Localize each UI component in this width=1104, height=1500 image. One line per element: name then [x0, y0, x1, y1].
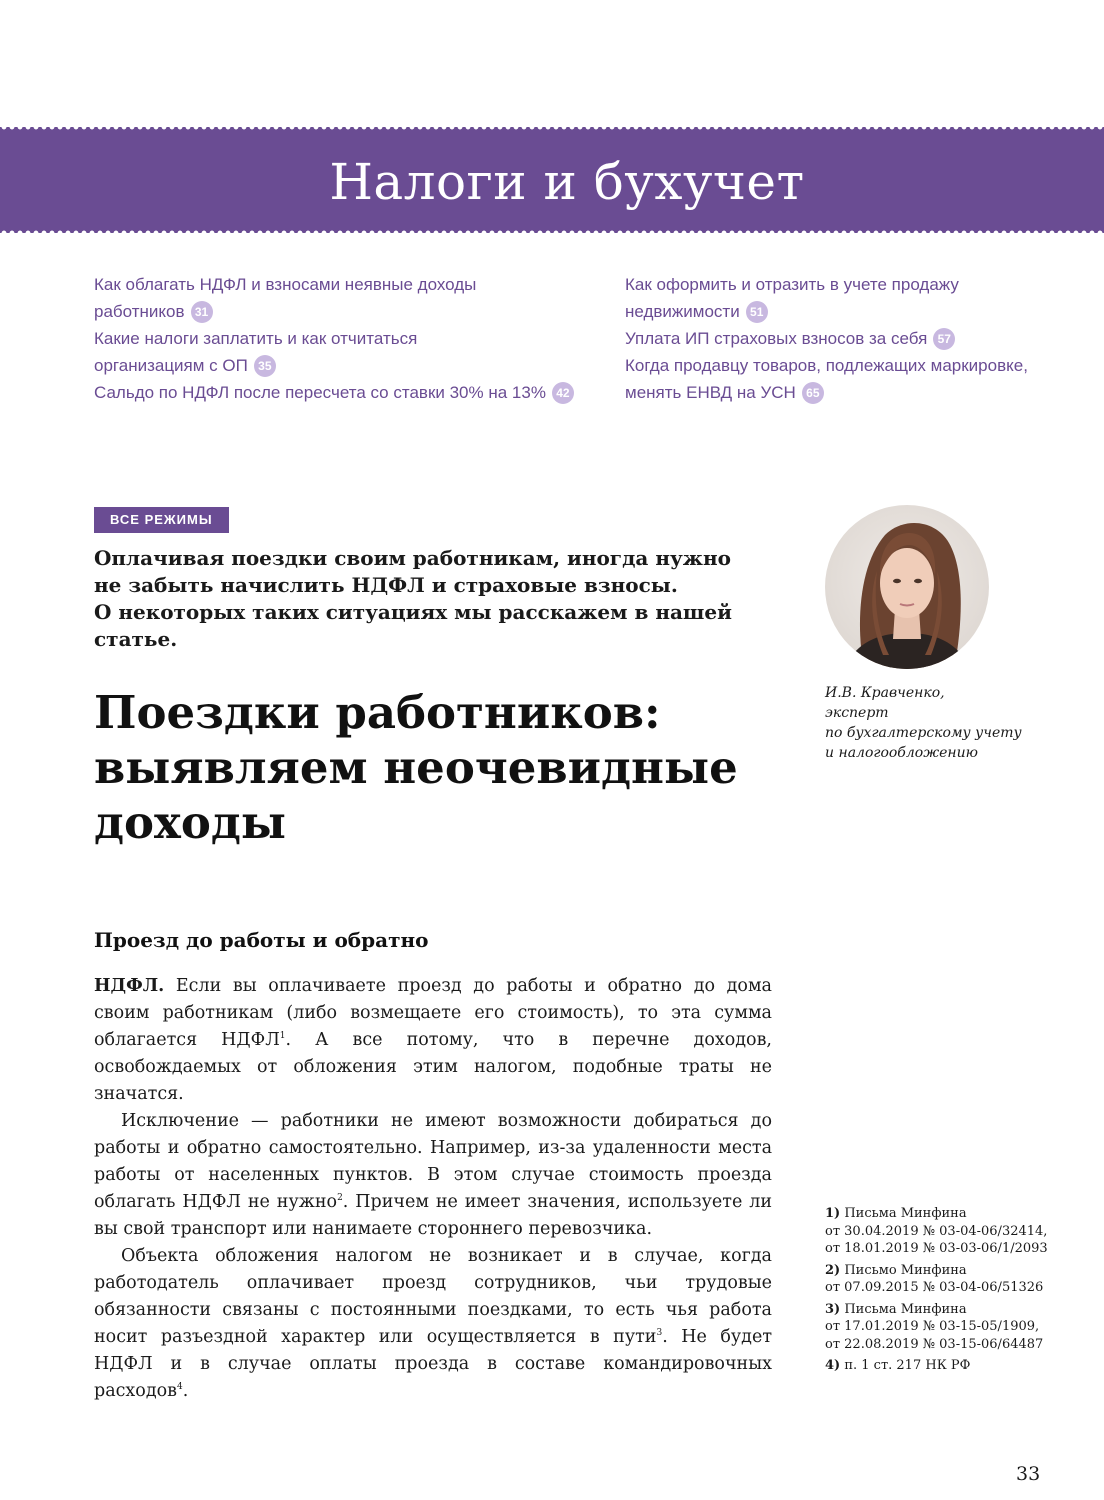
toc-item-ndfl-hidden-income[interactable]: Как облагать НДФЛ и взносами неявные доходы работников 31 — [94, 275, 477, 321]
footnote-ref[interactable]: 1 — [279, 1031, 286, 1041]
toc-page-badge: 31 — [191, 301, 213, 323]
article-body — [94, 973, 772, 1405]
author-caption: И.В. Кравченко, эксперт по бухгалтерскому учету и налогообложению — [825, 683, 1055, 763]
toc-item-envd-usn[interactable]: Когда продавцу товаров, подлежащих маркировке, менять ЕНВД на УСН 65 — [625, 356, 1028, 402]
article-lead: Оплачивая поездки своим работникам, иногда нужно не забыть начислить НДФЛ и страховые взносы. О некоторых таких ситуациях мы расскажем в нашей статье. — [94, 546, 732, 651]
section-subheading: Проезд до работы и обратно — [94, 928, 429, 952]
toc-page-badge: 42 — [552, 382, 574, 404]
footnote-ref[interactable]: 3 — [656, 1328, 663, 1338]
regime-tag: ВСЕ РЕЖИМЫ — [94, 507, 229, 533]
toc-page-badge: 51 — [746, 301, 768, 323]
footnote: 2) Письмо Минфина от 07.09.2015 № 03-04-06/51326 — [825, 1262, 1044, 1295]
toc-left-column — [94, 271, 574, 406]
paragraph: НДФЛ. Если вы оплачиваете проезд до работы и обратно до дома своим работникам (либо возмещаете его стоимость), то эта сумма облагается НДФЛ$^1$. А все потому, что в перечне доходов, освобождаемых от обложения этим налогом, подобные траты не значатся. — [94, 976, 772, 1104]
author-photo — [825, 505, 989, 669]
toc-page-badge: 65 — [802, 382, 824, 404]
article-title: Поездки работников: выявляем неочевидные доходы — [94, 686, 738, 849]
page-number: 33 — [1016, 1463, 1041, 1485]
section-title: Налоги и бухучет — [329, 153, 805, 211]
footnote-ref[interactable]: 4 — [177, 1382, 183, 1392]
footnote: 4) п. 1 ст. 217 НК РФ — [825, 1358, 971, 1373]
toc-item-taxes-op[interactable]: Какие налоги заплатить и как отчитаться организациям с ОП 35 — [94, 329, 418, 375]
toc-item-real-estate-sale[interactable]: Как оформить и отразить в учете продажу недвижимости 51 — [625, 275, 959, 321]
toc-page-badge: 57 — [933, 328, 955, 350]
toc-right-column — [625, 271, 1075, 406]
paragraph: Исключение — работники не имеют возможности добираться до работы и обратно самостоятельно. Например, из-за удаленности места работы от населенных пунктов. В этом случае стоимость проезда облагать НДФЛ не нужно$^2$. Причем не имеет значения, используете ли вы свой транспорт или нанимаете стороннего перевозчика. — [94, 1111, 772, 1239]
author-name: И.В. Кравченко, — [825, 685, 945, 701]
toc-page-badge: 35 — [254, 355, 276, 377]
paragraph: Объекта обложения налогом не возникает и в случае, когда работодатель оплачивает проезд сотрудников, чьи трудовые обязанности связаны с постоянными поездками, то есть чья работа носит разъездной характер или осуществляется в пути$^3$. Не будет НДФЛ и в случае оплаты проезда в составе командировочных расходов$^4$. — [94, 1246, 772, 1401]
footnote: 1) Письма Минфина от 30.04.2019 № 03-04-06/32414, от 18.01.2019 № 03-03-06/1/2093 — [825, 1206, 1048, 1256]
toc-item-ndfl-saldo[interactable]: Сальдо по НДФЛ после пересчета со ставки 30% на 13% 42 — [94, 379, 574, 406]
toc-item-ip-contributions[interactable]: Уплата ИП страховых взносов за себя 57 — [625, 325, 1075, 352]
footnote: 3) Письма Минфина от 17.01.2019 № 03-15-05/1909, от 22.08.2019 № 03-15-06/64487 — [825, 1301, 1044, 1352]
footnotes — [825, 1205, 1085, 1379]
section-header-banner — [0, 127, 1104, 233]
footnote-ref[interactable]: 2 — [337, 1193, 343, 1203]
